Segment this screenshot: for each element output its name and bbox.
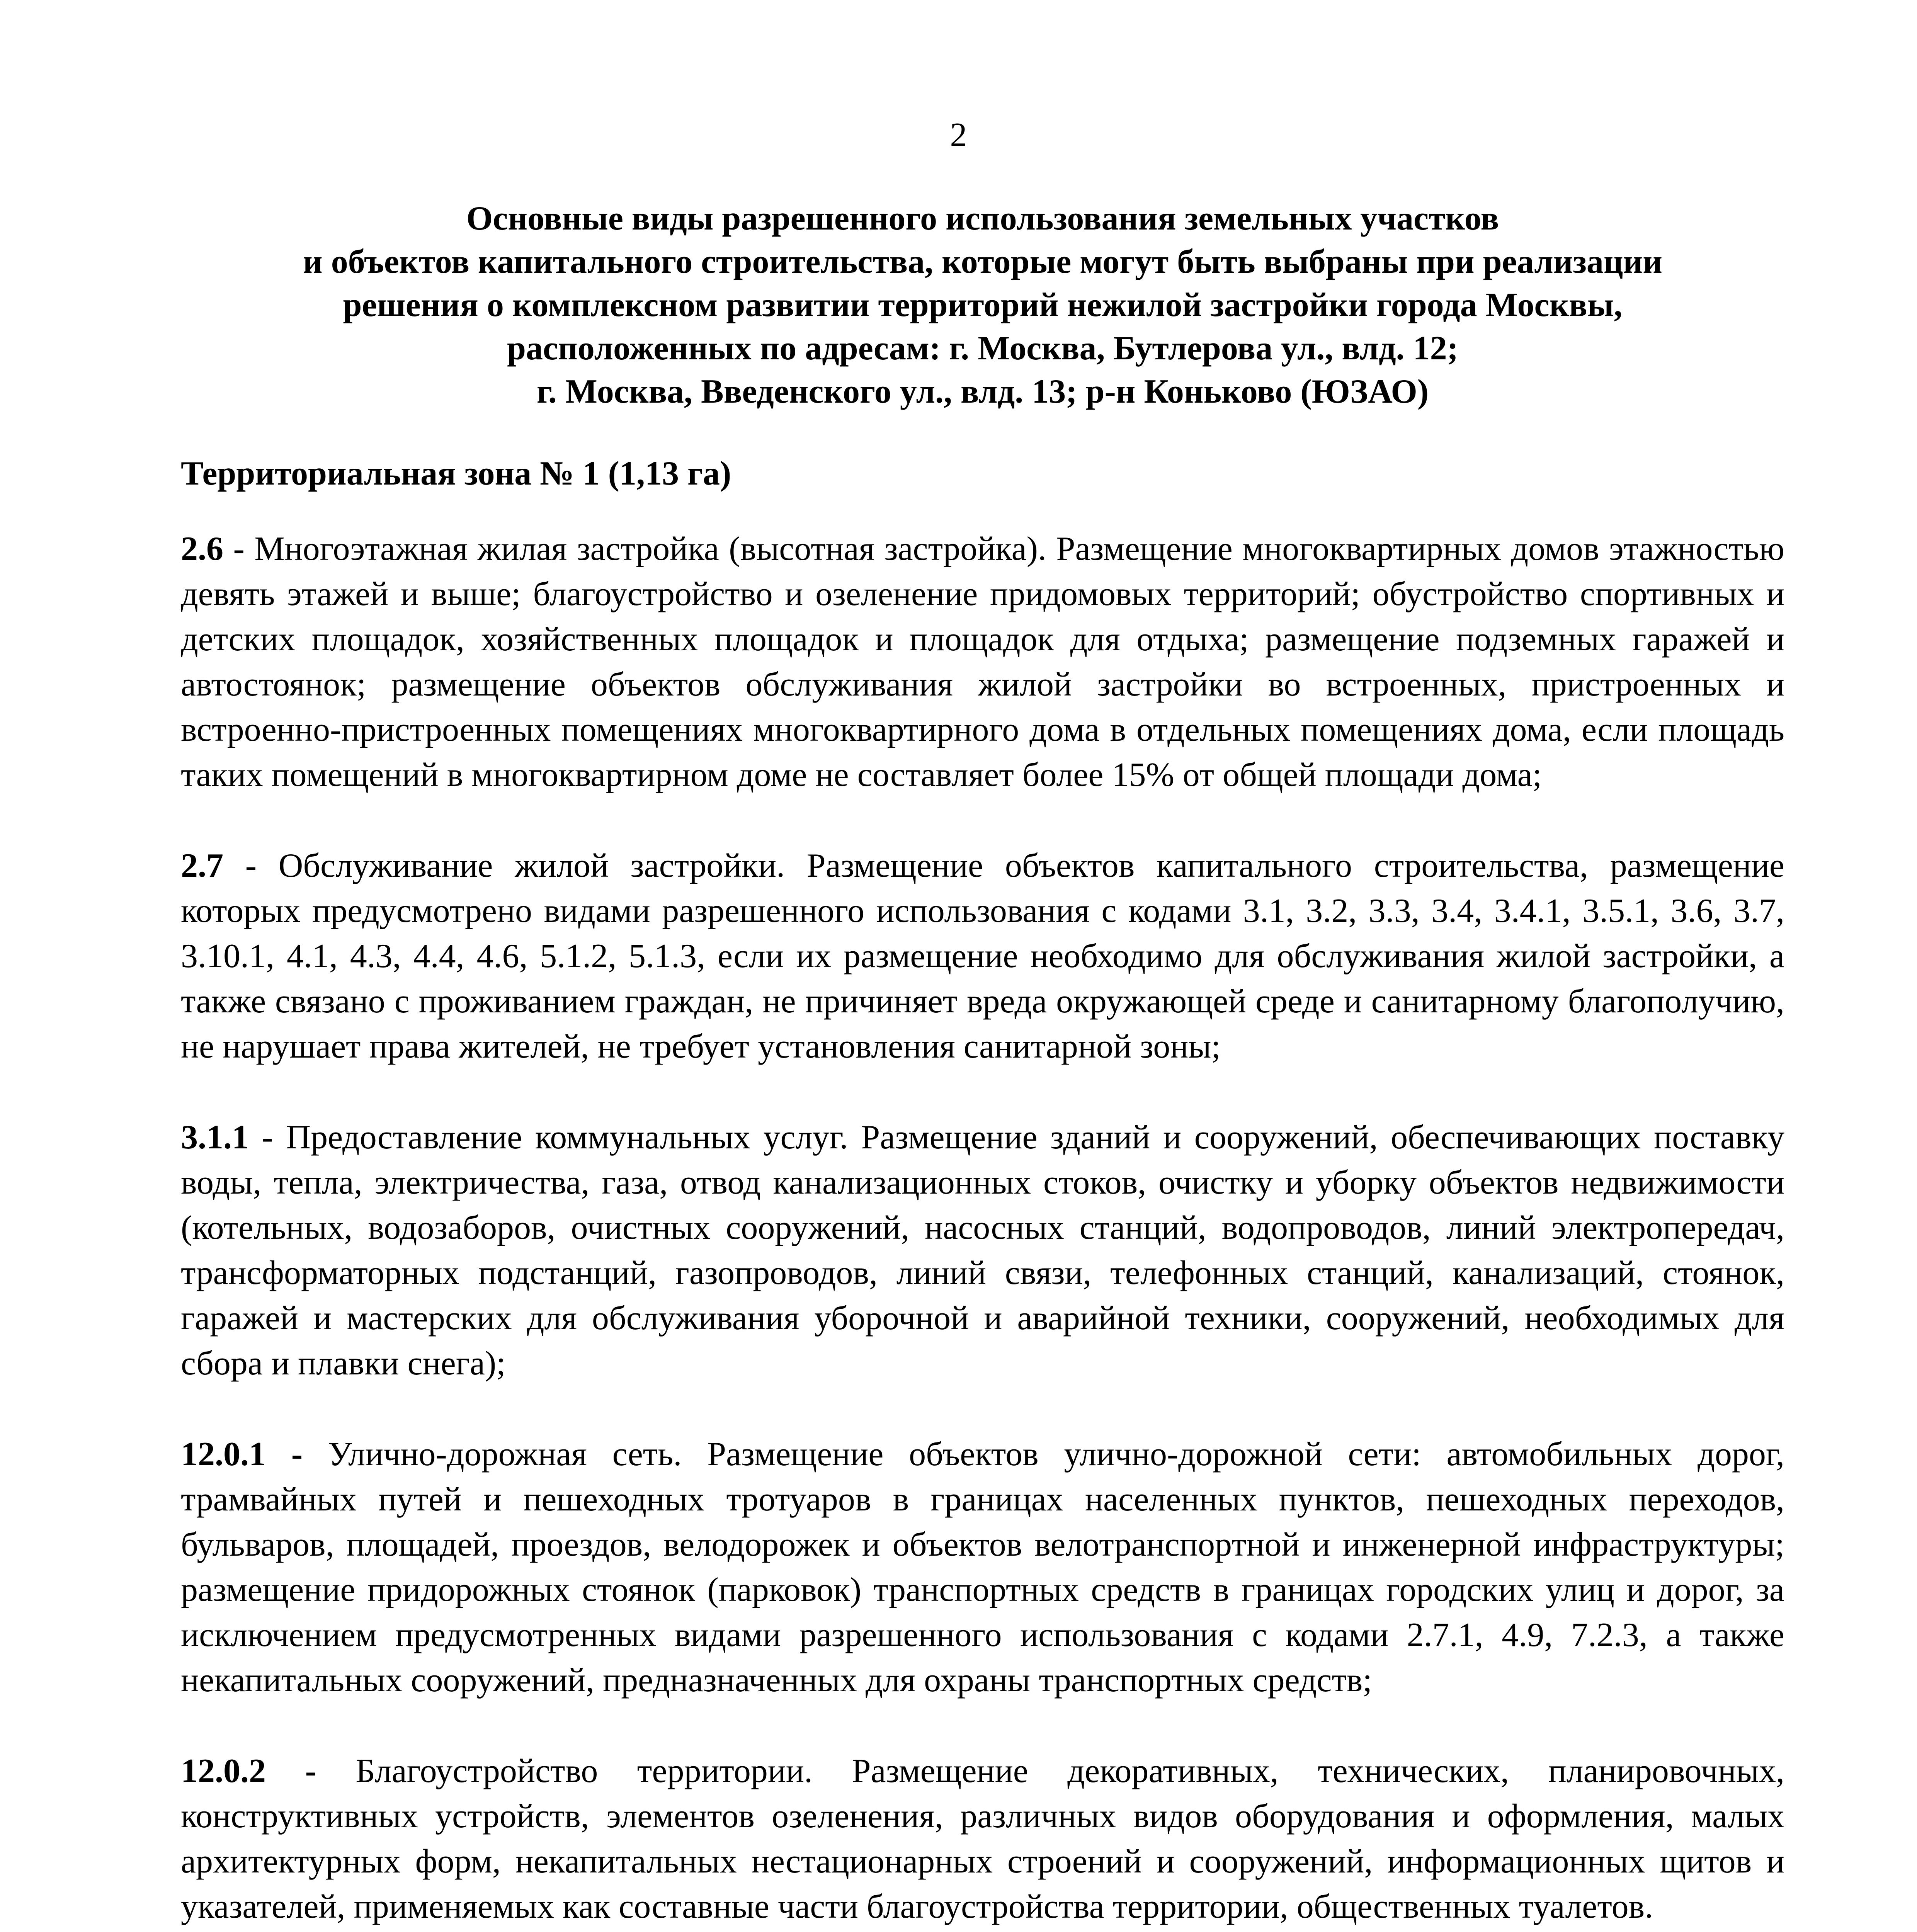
entry-code: 3.1.1 — [181, 1119, 249, 1156]
entry-text: Многоэтажная жилая застройка (высотная застройка). Размещение многоквартирных домов этажностью девять этажей и выше; благоустройство и озеленение придомовых территорий; обустройство спортивных и детских площадок, хозяйственных площадок и площадок для отдыха; размещение подземных гаражей и автостоянок; размещение объектов обслуживания жилой застройки во встроенных, пристроенных и встроенно-пристроенных помещениях многоквартирного дома в отдельных помещениях дома, если площадь таких помещений в многоквартирном доме не составляет более 15% от общей площади дома; — [181, 530, 1784, 794]
document-content — [181, 197, 1784, 1932]
entry-text: Улично-дорожная сеть. Размещение объектов улично-дорожной сети: автомобильных дорог, трамвайных путей и пешеходных тротуаров в границах населенных пунктов, пешеходных переходов, бульваров, площадей, проездов, велодорожек и объектов велотранспортной и инженерной инфраструктуры; размещение придорожных стоянок (парковок) транспортных средств в границах городских улиц и дорог, за исключением предусмотренных видами разрешенного использования с кодами 2.7.1, 4.9, 7.2.3, а также некапитальных сооружений, предназначенных для охраны транспортных средств; — [181, 1435, 1785, 1699]
entry-text: - Предоставление коммунальных услуг. Размещение зданий и сооружений, обеспечивающих поставку воды, тепла, электричества, газа, отвод канализационных стоков, очистку и уборку объектов недвижимости (котельных, водозаборов, очистных сооружений, насосных станций, водопроводов, линий электропередач, трансформаторных подстанций, газопроводов, линий связи, телефонных станций, канализаций, стоянок, гаражей и мастерских для обслуживания уборочной и аварийной техники, сооружений, необходимых для сбора и плавки снега); — [181, 1119, 1785, 1382]
page-number: 2 — [950, 116, 967, 154]
entry-text: Обслуживание жилой застройки. Размещение объектов капитального строительства, размещение которых предусмотрено видами разрешенного использования с кодами 3.1, 3.2, 3.3, 3.4, 3.4.1, 3.5.1, 3.6, 3.7, 3.10.1, 4.1, 4.3, 4.4, 4.6, 5.1.2, 5.1.3, если их размещение необходимо для обслуживания жилой застройки, а также связано с проживанием граждан, не причиняет вреда окружающей среде и санитарному благополучию, не нарушает права жителей, не требует установления санитарной зоны; — [181, 847, 1785, 1065]
entry-code: 2.7 - — [181, 847, 257, 884]
land-use-entry — [181, 1748, 1784, 1929]
document-title — [181, 197, 1784, 413]
entry-code: 12.0.2 - — [181, 1752, 316, 1790]
entry-code: 12.0.1 - — [181, 1435, 303, 1473]
title-line: и объектов капитального строительства, которые могут быть выбраны при реализации — [303, 243, 1662, 281]
land-use-entry — [181, 843, 1784, 1069]
title-line: г. Москва, Введенского ул., влд. 13; р-н Коньково (ЮЗАО) — [536, 373, 1429, 410]
entry-text: Благоустройство территории. Размещение декоративных, технических, планировочных, конструктивных устройств, элементов озеленения, различных видов оборудования и оформления, малых архитектурных форм, некапитальных нестационарных строений и сооружений, информационных щитов и указателей, применяемых как составные части благоустройства территории, общественных туалетов. — [181, 1752, 1785, 1925]
entry-code: 2.6 - — [181, 530, 245, 568]
land-use-entry — [181, 526, 1784, 798]
title-line: решения о комплексном развитии территорий нежилой застройки города Москвы, — [343, 286, 1623, 324]
zone-heading: Территориальная зона № 1 (1,13 га) — [181, 455, 731, 492]
title-line: расположенных по адресам: г. Москва, Бутлерова ул., влд. 12; — [507, 330, 1458, 367]
land-use-entry — [181, 1115, 1784, 1386]
land-use-entry — [181, 1432, 1784, 1703]
title-line: Основные виды разрешенного использования земельных участков — [466, 200, 1499, 237]
